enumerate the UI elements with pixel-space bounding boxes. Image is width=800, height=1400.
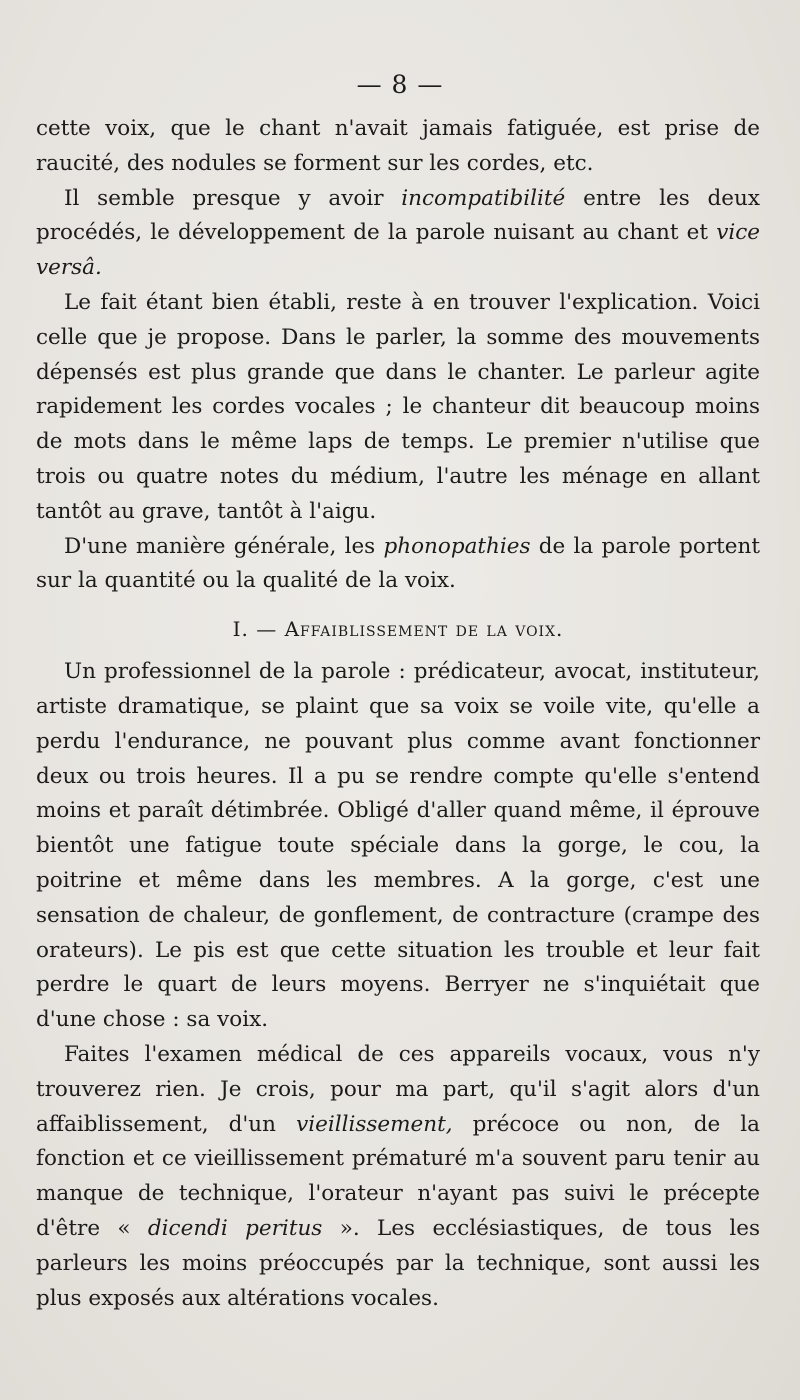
paragraph-3	[36, 286, 760, 530]
paragraph-5	[36, 655, 760, 1038]
italic-term: vieillissement,	[296, 1111, 453, 1137]
paragraph-4	[36, 530, 760, 600]
italic-term: phonopathies	[383, 533, 531, 559]
text-segment: cette voix, que le chant n'avait jamais fatiguée, est prise de raucité, des nodules se forment sur les cordes, etc.	[36, 116, 760, 176]
text-segment: précoce ou non, de la fonction et ce vieillissement prématuré m'a souvent paru tenir au manque de technique, l'orateur n'ayant pas suivi le précepte d'être «	[36, 1111, 761, 1241]
paragraph-6	[36, 1038, 760, 1316]
body-text	[36, 112, 760, 1316]
italic-term: dicendi peritus	[147, 1215, 323, 1241]
paragraph-2	[36, 182, 760, 286]
text-segment: de la parole portent sur la quantité ou la qualité de la voix.	[36, 533, 760, 594]
section-heading: I. — Affaiblissement de la voix.	[232, 617, 564, 642]
page-number: — 8 —	[356, 70, 444, 99]
text-segment: Il semble presque y avoir	[64, 185, 402, 211]
italic-term: vice versâ.	[36, 220, 760, 281]
text-segment: D'une manière générale, les	[64, 533, 384, 559]
text-segment: Le fait étant bien établi, reste à en trouver l'explication. Voici celle que je propose. Dans le parler, la somme des mouvements dépensés est plus grande que dans le chanter. Le parleur agite rapidement les cordes vocales ; le chanteur dit beaucoup moins de mots dans le même laps de temps. Le premier n'utilise que trois ou quatre notes du médium, l'autre les ménage en allant tantôt au grave, tantôt à l'aigu.	[36, 289, 760, 524]
text-segment: ». Les ecclésiastiques, de tous les parleurs les moins préoccupés par la technique, sont aussi les plus exposés aux altérations vocales.	[36, 1215, 760, 1311]
text-segment: entre les deux procédés, le développement de la parole nuisant au chant et	[36, 185, 760, 246]
text-segment: Un professionnel de la parole : prédicateur, avocat, instituteur, artiste dramatique, se plaint que sa voix se voile vite, qu'elle a perdu l'endurance, ne pouvant plus comme avant fonctionner deux ou trois heures. Il a pu se rendre compte qu'elle s'entend moins et paraît détimbrée. Obligé d'aller quand même, il éprouve bientôt une fatigue toute spéciale dans la gorge, le cou, la poitrine et même dans les membres. A la gorge, c'est une sensation de chaleur, de gonflement, de contracture (crampe des orateurs). Le pis est que cette situation les trouble et leur fait perdre le quart de leurs moyens. Berryer ne s'inquiétait que d'une chose : sa voix.	[36, 659, 760, 1033]
text-segment: Faites l'examen médical de ces appareils vocaux, vous n'y trouverez rien. Je crois, pour ma part, qu'il s'agit alors d'un affaiblissement, d'un	[36, 1041, 760, 1137]
italic-term: incompatibilité	[401, 185, 566, 211]
paragraph-1	[36, 112, 760, 182]
